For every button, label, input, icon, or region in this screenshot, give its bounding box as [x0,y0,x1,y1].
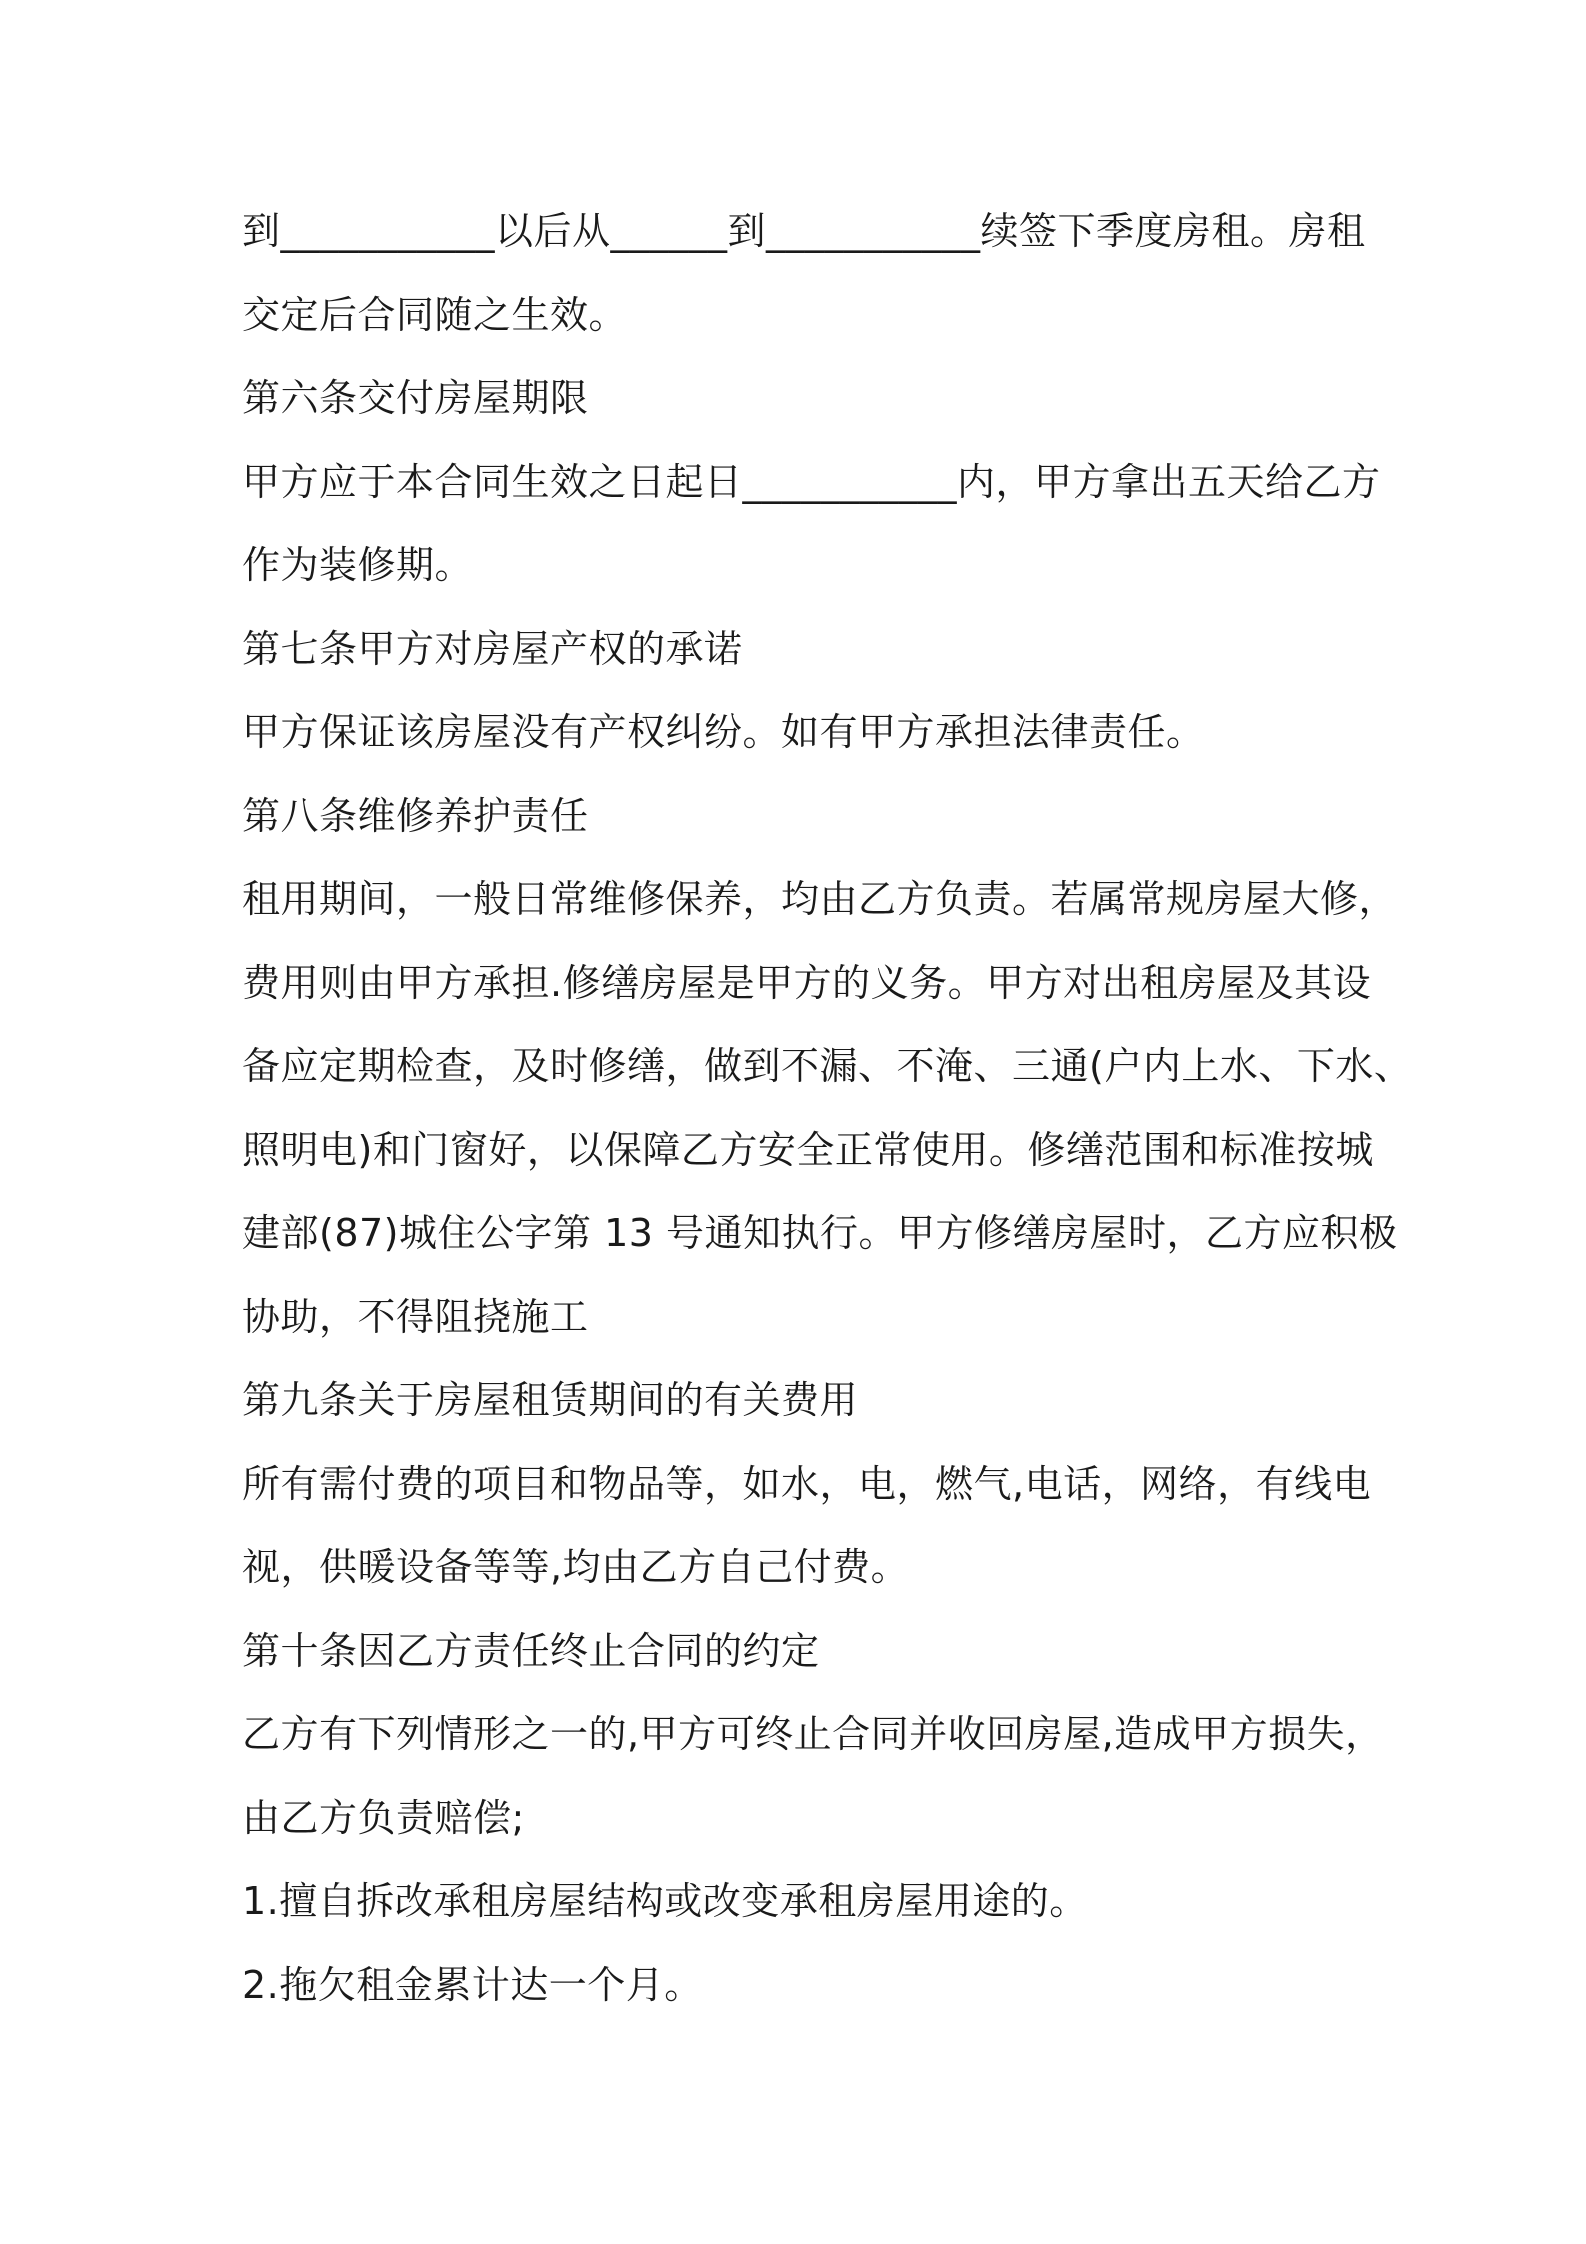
text-line-maintenance-4: 照明电)和门窗好，以保障乙方安全正常使用。修缮范围和标准按城 [242,1127,1374,1172]
text-line-renovation-period: 作为装修期。 [242,543,474,587]
text-line-maintenance-6: 协助，不得阻挠施工 [242,1294,589,1339]
text-line-property-rights: 甲方保证该房屋没有产权纠纷。如有甲方承担法律责任。 [242,710,1205,754]
text-line-maintenance-2: 费用则由甲方承担.修缮房屋是甲方的义务。甲方对出租房屋及其设 [242,960,1372,1005]
text-line-termination-2: 由乙方负责赔偿; [242,1795,525,1840]
text-line-fees-1: 所有需付费的项目和物品等，如水，电，燃气,电话，网络，有线电 [242,1461,1372,1506]
text-line-termination-1: 乙方有下列情形之一的,甲方可终止合同并收回房屋,造成甲方损失， [242,1712,1384,1756]
clause-8-heading: 第八条维修养护责任 [242,793,589,838]
clause-10-heading: 第十条因乙方责任终止合同的约定 [242,1628,820,1673]
text-line-effective: 交定后合同随之生效。 [242,292,628,337]
list-item-1: 1.擅自拆改承租房屋结构或改变承租房屋用途的。 [242,1879,1088,1923]
text-line-renewal-blanks: 到___________以后从______到___________续签下季度房租。房租 [242,209,1366,253]
text-line-maintenance-1: 租用期间，一般日常维修保养，均由乙方负责。若属常规房屋大修， [242,877,1398,921]
clause-6-heading: 第六条交付房屋期限 [242,376,589,420]
text-line-delivery-term: 甲方应于本合同生效之日起日___________内，甲方拿出五天给乙方 [242,459,1381,504]
clause-9-heading: 第九条关于房屋租赁期间的有关费用 [242,1378,859,1422]
document-body [242,190,1413,2027]
clause-7-heading: 第七条甲方对房屋产权的承诺 [242,626,743,671]
list-item-2: 2.拖欠租金累计达一个月。 [242,1962,703,2007]
text-line-maintenance-3: 备应定期检查，及时修缮，做到不漏、不淹、三通(户内上水、下水、 [242,1044,1413,1088]
text-line-fees-2: 视，供暖设备等等,均由乙方自己付费。 [242,1545,910,1589]
text-line-maintenance-5: 建部(87)城住公字第 13 号通知执行。甲方修缮房屋时，乙方应积极 [242,1211,1398,1255]
